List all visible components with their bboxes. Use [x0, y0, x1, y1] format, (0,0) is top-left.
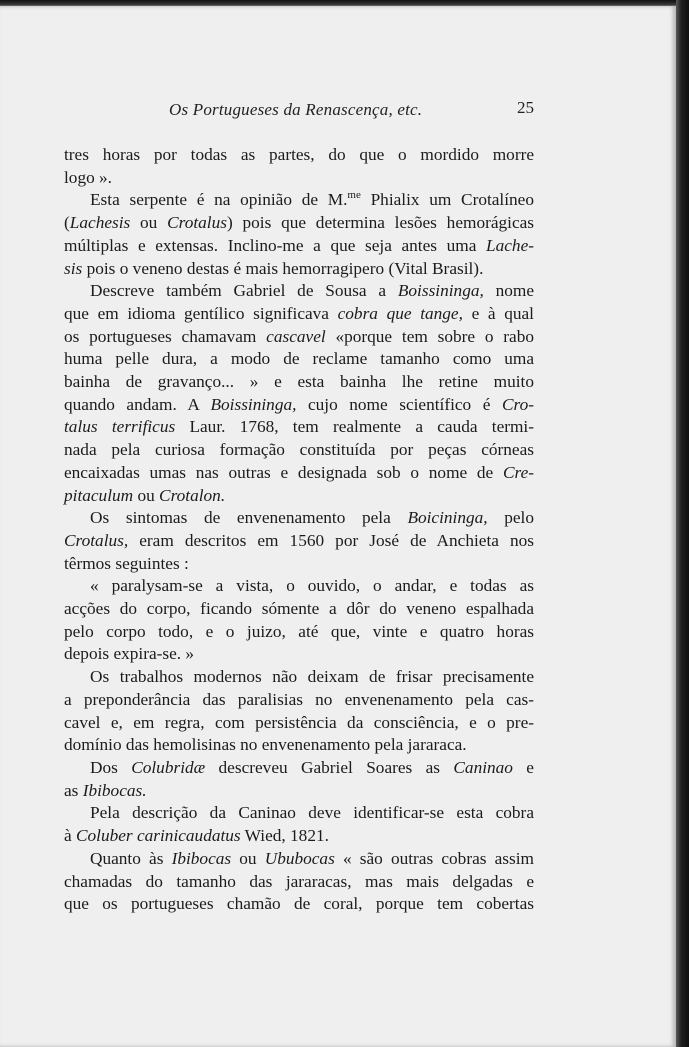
text-line: huma pelle dura, a modo de reclame tamanho como uma: [64, 349, 534, 369]
text-line: acções do corpo, ficando sómente a dôr do veneno espalhada: [64, 599, 534, 619]
text-line: tres horas por todas as partes, do que o mordido morre: [64, 145, 534, 164]
text-line: as Ibibocas.: [64, 780, 147, 800]
text-line: (Lachesis ou Crotalus) pois que determina lesões hemorágicas: [64, 213, 535, 233]
text-line: Dos Colubridæ descreveu Gabriel Soares as Caninao e: [90, 757, 534, 777]
text-line: a preponderância das paralisias no envenenamento pela cas-: [64, 689, 534, 709]
text-line: encaixadas umas nas outras e designada sob o nome de Cre-: [64, 462, 534, 482]
page-number: 25: [517, 98, 534, 117]
text-line: à Coluber carinicaudatus Wied, 1821.: [64, 826, 329, 846]
text-line: sis pois o veneno destas é mais hemorragipero (Vital Brasil).: [64, 258, 484, 278]
text-line: Esta serpente é na opinião de M.$^{me}$ Phialix um Crotalíneo: [90, 189, 534, 210]
text-line: domínio das hemolisinas no envenenamento pela jararaca.: [64, 735, 467, 755]
text-line: nada pela curiosa formação constituída por peças córneas: [64, 440, 534, 460]
text-line: bainha de gravanço... » e esta bainha lhe retine muito: [64, 372, 534, 392]
text-line: logo ».: [64, 167, 113, 187]
text-line: os portugueses chamavam cascavel «porque tem sobre o rabo: [64, 326, 534, 346]
scan-right-edge: [676, 0, 689, 1047]
text-line: talus terrificus Laur. 1768, tem realmente a cauda termi-: [64, 417, 534, 437]
text-line: Descreve também Gabriel de Sousa a Boissininga, nome: [90, 281, 534, 301]
running-title: Os Portugueses da Renascença, etc.: [169, 100, 423, 119]
text-line: chamadas do tamanho das jararacas, mas mais delgadas e: [64, 871, 534, 891]
text-line: têrmos seguintes :: [64, 553, 189, 573]
text-line: Pela descrição da Caninao deve identificar-se esta cobra: [90, 803, 534, 823]
text-line: Os sintomas de envenenamento pela Boicininga, pelo: [90, 508, 534, 528]
text-line: cavel e, em regra, com persistência da consciência, e o pre-: [64, 712, 534, 732]
text-line: Os trabalhos modernos não deixam de frisar precisamente: [90, 667, 534, 687]
text-line: Quanto às Ibibocas ou Ububocas « são outras cobras assim: [90, 848, 534, 868]
text-line: que os portugueses chamão de coral, porque tem cobertas: [64, 894, 534, 914]
text-line: Crotalus, eram descritos em 1560 por José de Anchieta nos: [64, 530, 534, 550]
text-line: que em idioma gentílico significava cobra que tange, e à qual: [64, 303, 534, 323]
text-line: múltiplas e extensas. Inclino-me a que seja antes uma Lache-: [64, 235, 534, 255]
text-line: depois expira-se. »: [64, 644, 195, 664]
text-line: quando andam. A Boissininga, cujo nome scientífico é Cro-: [64, 394, 534, 414]
text-line: pitaculum ou Crotalon.: [64, 485, 226, 505]
text-line: « paralysam-se a vista, o ouvido, o andar, e todas as: [90, 576, 534, 596]
body-text: [64, 144, 534, 916]
running-head: [64, 100, 534, 126]
text-line: pelo corpo todo, e o juizo, até que, vinte e quatro horas: [64, 621, 534, 641]
